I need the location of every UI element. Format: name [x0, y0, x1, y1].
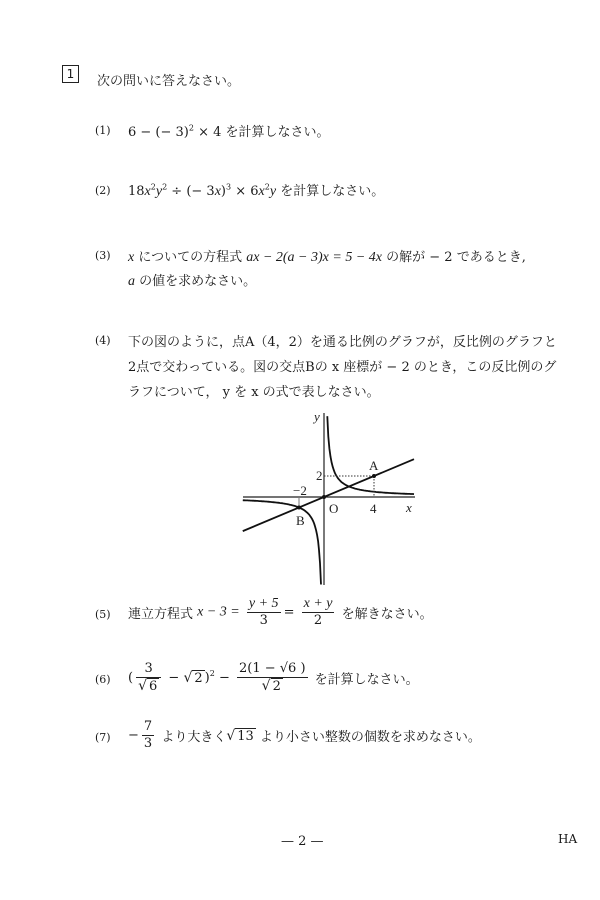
axis-y-label: y — [314, 409, 320, 424]
sqrt-2: √ 2 — [183, 670, 203, 686]
paren: ) — [204, 670, 210, 686]
q1-tail: を計算しなさい。 — [225, 125, 330, 140]
q3-text: についての方程式 — [134, 250, 247, 265]
tick-x-4: 4 — [370, 501, 377, 516]
minus: − — [164, 670, 184, 686]
numerator: 2(1 − √6 ) — [239, 661, 306, 676]
q5-lhs: x − 3 = — [197, 604, 240, 620]
denominator: 2 — [313, 613, 323, 628]
q6-tail: を計算しなさい。 — [310, 672, 419, 688]
q1-expr: 6 − (− 3) — [128, 125, 189, 140]
proportional-line — [243, 459, 414, 531]
q2-exp: 2 — [264, 182, 270, 192]
minus: − — [128, 728, 139, 743]
point-a — [372, 474, 376, 478]
axis-x-label: x — [406, 500, 412, 515]
q2-var: x — [214, 184, 221, 199]
q7-text: より大きく — [157, 730, 227, 745]
q6-fraction-1 — [136, 661, 161, 695]
sqrt-13: √ 13 — [226, 727, 254, 744]
q5-text: 連立方程式 — [128, 607, 198, 622]
q1-label: (1) — [95, 124, 111, 137]
q2-var: x — [144, 184, 151, 199]
q3-text: の解が − 2 であるとき, — [382, 250, 526, 265]
numerator: x + y — [303, 596, 333, 611]
tick-y-2: 2 — [316, 468, 323, 483]
q4-line3: ラフについて， y を x の式で表しなさい。 — [128, 385, 380, 400]
point-a-label: A — [369, 458, 379, 473]
q2-exp: 2 — [150, 182, 156, 192]
q2-label: (2) — [95, 184, 111, 197]
q7-fraction — [142, 719, 154, 752]
denominator: √ 6 — [138, 678, 158, 694]
instruction: 次の問いに答えなさい。 — [97, 74, 241, 89]
exp: 2 — [209, 669, 215, 679]
numerator: 7 — [143, 719, 153, 734]
q2-mid: ÷ (− 3 — [167, 184, 215, 199]
q7-tail: より小さい整数の個数を求めなさい。 — [255, 730, 481, 745]
origin-point — [322, 495, 326, 499]
tick-x-neg2: −2 — [293, 483, 307, 498]
q6-fraction-2 — [237, 661, 308, 695]
q2-var: x — [258, 184, 265, 199]
q2-exp: 2 — [162, 182, 168, 192]
radicand: 13 — [237, 728, 254, 744]
q5-label: (5) — [95, 608, 111, 621]
q7-text — [128, 719, 481, 752]
q6-text — [128, 661, 419, 695]
q1-expr-b: × 4 — [193, 125, 226, 140]
origin-label: O — [329, 501, 339, 516]
q5-tail: を解きなさい。 — [337, 607, 433, 622]
equals: = — [283, 605, 295, 620]
q2-paren: ) — [220, 184, 226, 199]
q3-var: a — [128, 274, 135, 289]
denominator: 3 — [143, 736, 153, 751]
q2-exp: 3 — [226, 182, 232, 192]
minus: − — [214, 670, 234, 686]
q2-var: y — [269, 184, 277, 199]
q3-text: の値を求めなさい。 — [135, 274, 257, 289]
paren: ( — [128, 670, 134, 686]
point-b — [297, 506, 301, 510]
exam-code: HA — [558, 832, 578, 846]
q5-text — [128, 596, 433, 629]
q6-label: (6) — [95, 673, 111, 686]
page-number: — 2 — — [281, 834, 324, 849]
q4-line1: 下の図のように，点A（4，2）を通る比例のグラフが，反比例のグラフと — [128, 335, 557, 350]
q1-exp: 2 — [188, 123, 194, 133]
q3-label: (3) — [95, 249, 111, 262]
q2-var: y — [155, 184, 163, 199]
q2-coef: 18 — [128, 184, 145, 199]
denominator: 3 — [259, 613, 268, 628]
numerator: y + 5 — [248, 596, 279, 611]
point-b-label: B — [296, 513, 305, 528]
q4-label: (4) — [95, 334, 111, 347]
radicand: 2 — [194, 671, 203, 686]
q7-label: (7) — [95, 731, 111, 744]
question-number-box: 1 — [62, 65, 79, 83]
hyperbola-branch-positive — [327, 416, 414, 494]
q5-fraction-1 — [247, 596, 281, 629]
radicand: 2 — [272, 679, 281, 694]
q3-var: x — [128, 250, 135, 265]
hyperbola-branch-negative — [243, 500, 321, 584]
q2-tail: を計算しなさい。 — [276, 184, 385, 199]
denominator: √ 2 — [261, 678, 281, 694]
q4-line2: 2点で交わっている。図の交点Bの x 座標が − 2 のとき，この反比例のグ — [128, 360, 557, 375]
numerator: 3 — [136, 661, 161, 678]
q3-equation: ax − 2(a − 3)x = 5 − 4x — [246, 250, 382, 265]
q2-mid: × 6 — [231, 184, 259, 199]
radicand: 6 — [149, 679, 158, 694]
q5-fraction-2 — [302, 596, 335, 629]
